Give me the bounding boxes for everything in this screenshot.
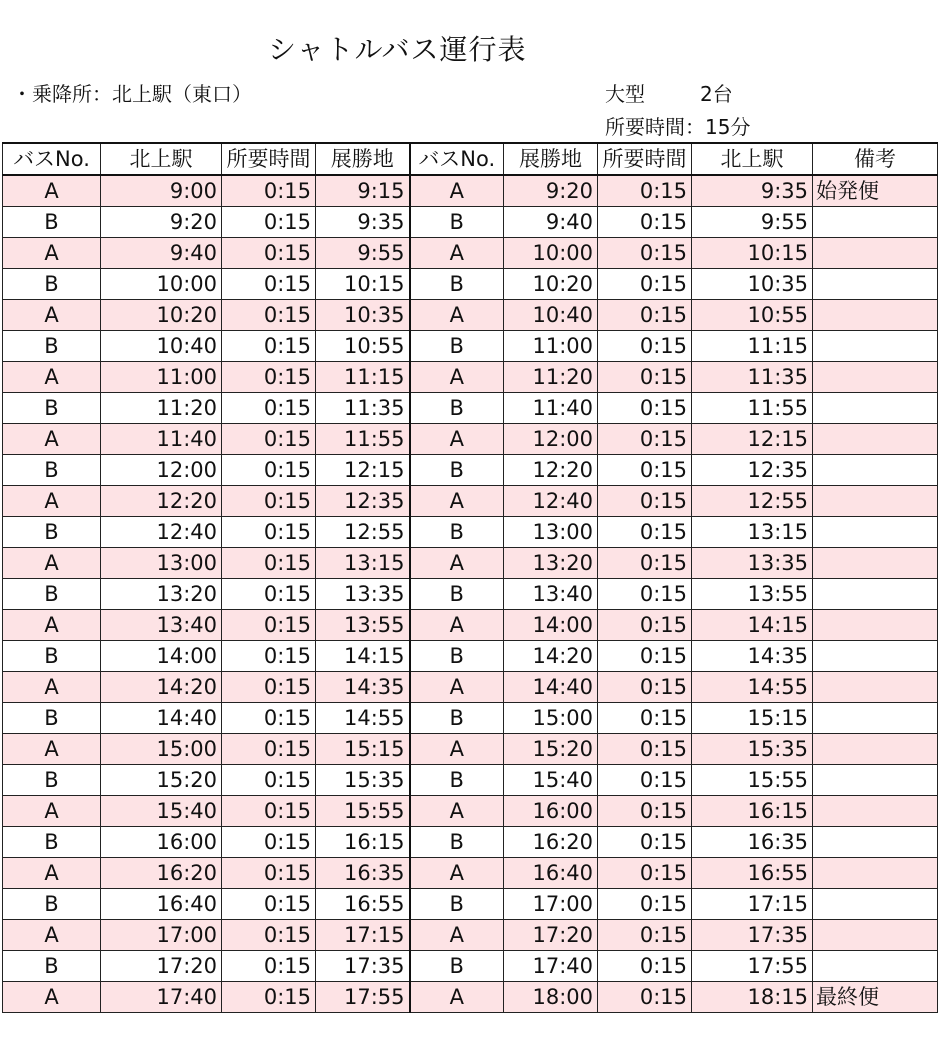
cell-note [813, 517, 938, 548]
cell-note [813, 393, 938, 424]
cell-duration-outbound: 0:15 [222, 207, 316, 238]
cell-tenshochi-arrive: 12:35 [316, 486, 410, 517]
cell-kitakami-depart: 9:40 [101, 238, 222, 269]
cell-duration-outbound: 0:15 [222, 517, 316, 548]
cell-bus-no-outbound: A [3, 734, 101, 765]
cell-bus-no-return: B [410, 703, 504, 734]
cell-kitakami-arrive: 12:15 [692, 424, 813, 455]
cell-duration-outbound: 0:15 [222, 424, 316, 455]
cell-bus-no-return: A [410, 796, 504, 827]
cell-tenshochi-arrive: 10:55 [316, 331, 410, 362]
cell-tenshochi-arrive: 10:35 [316, 300, 410, 331]
cell-tenshochi-depart: 13:00 [504, 517, 598, 548]
cell-duration-return: 0:15 [598, 579, 692, 610]
cell-tenshochi-depart: 9:20 [504, 175, 598, 207]
cell-kitakami-arrive: 14:55 [692, 672, 813, 703]
cell-kitakami-arrive: 14:15 [692, 610, 813, 641]
table-row [3, 393, 938, 424]
cell-tenshochi-depart: 12:20 [504, 455, 598, 486]
cell-duration-outbound: 0:15 [222, 827, 316, 858]
table-row [3, 300, 938, 331]
cell-duration-return: 0:15 [598, 827, 692, 858]
cell-tenshochi-arrive: 17:15 [316, 920, 410, 951]
cell-kitakami-depart: 14:20 [101, 672, 222, 703]
cell-tenshochi-depart: 12:40 [504, 486, 598, 517]
cell-kitakami-arrive: 17:55 [692, 951, 813, 982]
cell-tenshochi-arrive: 15:35 [316, 765, 410, 796]
cell-kitakami-arrive: 11:55 [692, 393, 813, 424]
cell-duration-outbound: 0:15 [222, 455, 316, 486]
cell-kitakami-arrive: 12:35 [692, 455, 813, 486]
cell-duration-outbound: 0:15 [222, 765, 316, 796]
header-duration-outbound: 所要時間 [222, 143, 316, 175]
cell-duration-return: 0:15 [598, 641, 692, 672]
cell-duration-return: 0:15 [598, 300, 692, 331]
cell-bus-no-return: B [410, 765, 504, 796]
cell-tenshochi-depart: 18:00 [504, 982, 598, 1013]
table-row [3, 362, 938, 393]
header-bus-no-return: バスNo. [410, 143, 504, 175]
cell-kitakami-arrive: 10:55 [692, 300, 813, 331]
cell-note [813, 424, 938, 455]
cell-tenshochi-depart: 13:40 [504, 579, 598, 610]
cell-tenshochi-depart: 14:00 [504, 610, 598, 641]
cell-kitakami-arrive: 15:55 [692, 765, 813, 796]
cell-tenshochi-depart: 14:20 [504, 641, 598, 672]
cell-tenshochi-arrive: 9:15 [316, 175, 410, 207]
table-row [3, 796, 938, 827]
cell-bus-no-return: A [410, 672, 504, 703]
cell-bus-no-return: B [410, 269, 504, 300]
cell-bus-no-outbound: B [3, 889, 101, 920]
cell-note [813, 548, 938, 579]
cell-tenshochi-arrive: 12:15 [316, 455, 410, 486]
table-row [3, 486, 938, 517]
cell-duration-outbound: 0:15 [222, 734, 316, 765]
cell-tenshochi-arrive: 17:55 [316, 982, 410, 1013]
cell-tenshochi-arrive: 9:35 [316, 207, 410, 238]
table-row [3, 641, 938, 672]
cell-kitakami-arrive: 12:55 [692, 486, 813, 517]
cell-duration-return: 0:15 [598, 889, 692, 920]
cell-kitakami-arrive: 13:15 [692, 517, 813, 548]
cell-duration-return: 0:15 [598, 175, 692, 207]
cell-bus-no-return: A [410, 920, 504, 951]
stop-info: ・乗降所：北上駅（東口） [12, 82, 252, 106]
cell-kitakami-arrive: 16:35 [692, 827, 813, 858]
cell-duration-return: 0:15 [598, 982, 692, 1013]
cell-tenshochi-depart: 15:20 [504, 734, 598, 765]
cell-bus-no-outbound: B [3, 641, 101, 672]
cell-kitakami-depart: 11:20 [101, 393, 222, 424]
cell-note [813, 858, 938, 889]
cell-duration-outbound: 0:15 [222, 889, 316, 920]
cell-duration-outbound: 0:15 [222, 269, 316, 300]
cell-duration-return: 0:15 [598, 858, 692, 889]
cell-duration-outbound: 0:15 [222, 796, 316, 827]
cell-tenshochi-arrive: 14:15 [316, 641, 410, 672]
cell-kitakami-depart: 11:40 [101, 424, 222, 455]
table-row [3, 455, 938, 486]
table-row [3, 548, 938, 579]
cell-note [813, 579, 938, 610]
cell-tenshochi-depart: 15:00 [504, 703, 598, 734]
cell-bus-no-outbound: B [3, 207, 101, 238]
table-row [3, 827, 938, 858]
cell-bus-no-return: A [410, 238, 504, 269]
cell-bus-no-outbound: A [3, 362, 101, 393]
header-kitakami-station-arrive: 北上駅 [692, 143, 813, 175]
table-row [3, 951, 938, 982]
cell-kitakami-depart: 17:20 [101, 951, 222, 982]
header-tenshochi-arrive: 展勝地 [316, 143, 410, 175]
cell-duration-return: 0:15 [598, 207, 692, 238]
cell-tenshochi-arrive: 16:15 [316, 827, 410, 858]
cell-bus-no-return: A [410, 610, 504, 641]
cell-tenshochi-depart: 17:00 [504, 889, 598, 920]
cell-duration-return: 0:15 [598, 269, 692, 300]
cell-note [813, 920, 938, 951]
cell-note [813, 765, 938, 796]
cell-kitakami-arrive: 16:15 [692, 796, 813, 827]
cell-bus-no-return: B [410, 207, 504, 238]
cell-bus-no-outbound: B [3, 827, 101, 858]
cell-tenshochi-depart: 16:00 [504, 796, 598, 827]
cell-bus-no-outbound: B [3, 455, 101, 486]
cell-kitakami-arrive: 17:15 [692, 889, 813, 920]
cell-bus-no-return: A [410, 424, 504, 455]
table-row [3, 858, 938, 889]
cell-duration-return: 0:15 [598, 455, 692, 486]
cell-tenshochi-arrive: 11:35 [316, 393, 410, 424]
cell-tenshochi-depart: 11:20 [504, 362, 598, 393]
cell-tenshochi-arrive: 13:15 [316, 548, 410, 579]
cell-tenshochi-arrive: 11:55 [316, 424, 410, 455]
table-row [3, 517, 938, 548]
cell-kitakami-depart: 10:00 [101, 269, 222, 300]
cell-bus-no-outbound: A [3, 424, 101, 455]
cell-bus-no-return: B [410, 455, 504, 486]
cell-duration-return: 0:15 [598, 672, 692, 703]
cell-bus-no-outbound: A [3, 548, 101, 579]
cell-kitakami-depart: 16:40 [101, 889, 222, 920]
cell-kitakami-arrive: 9:55 [692, 207, 813, 238]
cell-tenshochi-arrive: 16:55 [316, 889, 410, 920]
header-notes: 備考 [813, 143, 938, 175]
cell-duration-return: 0:15 [598, 362, 692, 393]
cell-tenshochi-arrive: 17:35 [316, 951, 410, 982]
cell-duration-outbound: 0:15 [222, 982, 316, 1013]
cell-kitakami-arrive: 17:35 [692, 920, 813, 951]
cell-kitakami-arrive: 9:35 [692, 175, 813, 207]
cell-note [813, 951, 938, 982]
cell-note [813, 331, 938, 362]
cell-tenshochi-arrive: 12:55 [316, 517, 410, 548]
cell-kitakami-depart: 9:00 [101, 175, 222, 207]
cell-kitakami-depart: 16:00 [101, 827, 222, 858]
cell-kitakami-arrive: 14:35 [692, 641, 813, 672]
header-tenshochi-depart: 展勝地 [504, 143, 598, 175]
cell-note [813, 455, 938, 486]
cell-tenshochi-arrive: 15:55 [316, 796, 410, 827]
cell-note [813, 672, 938, 703]
cell-bus-no-outbound: A [3, 486, 101, 517]
cell-tenshochi-depart: 10:20 [504, 269, 598, 300]
cell-duration-return: 0:15 [598, 703, 692, 734]
cell-kitakami-arrive: 13:55 [692, 579, 813, 610]
cell-tenshochi-arrive: 14:55 [316, 703, 410, 734]
cell-note [813, 207, 938, 238]
cell-duration-return: 0:15 [598, 920, 692, 951]
cell-kitakami-depart: 13:00 [101, 548, 222, 579]
cell-bus-no-outbound: B [3, 331, 101, 362]
cell-duration-outbound: 0:15 [222, 238, 316, 269]
table-row [3, 734, 938, 765]
cell-tenshochi-arrive: 15:15 [316, 734, 410, 765]
cell-bus-no-outbound: A [3, 300, 101, 331]
cell-bus-no-outbound: B [3, 269, 101, 300]
cell-kitakami-depart: 12:40 [101, 517, 222, 548]
cell-duration-return: 0:15 [598, 796, 692, 827]
travel-duration: 所要時間：15分 [605, 115, 751, 139]
cell-tenshochi-arrive: 16:35 [316, 858, 410, 889]
table-body [3, 175, 938, 1013]
cell-duration-return: 0:15 [598, 393, 692, 424]
cell-bus-no-return: A [410, 734, 504, 765]
cell-bus-no-return: B [410, 951, 504, 982]
cell-kitakami-arrive: 16:55 [692, 858, 813, 889]
cell-tenshochi-arrive: 13:35 [316, 579, 410, 610]
cell-duration-outbound: 0:15 [222, 362, 316, 393]
cell-tenshochi-arrive: 10:15 [316, 269, 410, 300]
cell-duration-return: 0:15 [598, 548, 692, 579]
cell-duration-return: 0:15 [598, 517, 692, 548]
table-row [3, 920, 938, 951]
cell-bus-no-outbound: A [3, 920, 101, 951]
cell-note: 最終便 [813, 982, 938, 1013]
cell-kitakami-depart: 14:00 [101, 641, 222, 672]
cell-note [813, 269, 938, 300]
cell-note [813, 238, 938, 269]
cell-bus-no-return: B [410, 393, 504, 424]
cell-note [813, 641, 938, 672]
bus-count: 2台 [700, 82, 733, 106]
cell-duration-return: 0:15 [598, 951, 692, 982]
cell-tenshochi-depart: 11:40 [504, 393, 598, 424]
table-row [3, 579, 938, 610]
cell-duration-outbound: 0:15 [222, 175, 316, 207]
cell-bus-no-return: B [410, 579, 504, 610]
cell-bus-no-return: A [410, 486, 504, 517]
cell-duration-outbound: 0:15 [222, 300, 316, 331]
cell-tenshochi-depart: 10:00 [504, 238, 598, 269]
table-row [3, 672, 938, 703]
table-header [3, 143, 938, 175]
cell-kitakami-arrive: 11:35 [692, 362, 813, 393]
cell-duration-return: 0:15 [598, 331, 692, 362]
cell-bus-no-return: A [410, 858, 504, 889]
table-row [3, 175, 938, 207]
page-title: シャトルバス運行表 [268, 33, 527, 66]
cell-duration-outbound: 0:15 [222, 486, 316, 517]
cell-tenshochi-depart: 17:20 [504, 920, 598, 951]
cell-tenshochi-arrive: 14:35 [316, 672, 410, 703]
header-row [3, 143, 938, 175]
cell-bus-no-outbound: B [3, 765, 101, 796]
header-kitakami-station-depart: 北上駅 [101, 143, 222, 175]
cell-note [813, 300, 938, 331]
cell-duration-return: 0:15 [598, 765, 692, 796]
cell-bus-no-return: B [410, 641, 504, 672]
cell-bus-no-outbound: B [3, 579, 101, 610]
cell-bus-no-return: B [410, 331, 504, 362]
cell-kitakami-depart: 10:40 [101, 331, 222, 362]
cell-note [813, 486, 938, 517]
cell-kitakami-depart: 15:00 [101, 734, 222, 765]
cell-tenshochi-depart: 9:40 [504, 207, 598, 238]
cell-kitakami-depart: 12:00 [101, 455, 222, 486]
cell-note [813, 734, 938, 765]
cell-bus-no-outbound: A [3, 672, 101, 703]
header-duration-return: 所要時間 [598, 143, 692, 175]
cell-note: 始発便 [813, 175, 938, 207]
cell-duration-outbound: 0:15 [222, 610, 316, 641]
cell-bus-no-outbound: A [3, 175, 101, 207]
cell-bus-no-return: B [410, 517, 504, 548]
cell-duration-return: 0:15 [598, 610, 692, 641]
cell-kitakami-depart: 11:00 [101, 362, 222, 393]
cell-tenshochi-depart: 13:20 [504, 548, 598, 579]
table-row [3, 207, 938, 238]
cell-tenshochi-depart: 10:40 [504, 300, 598, 331]
table-row [3, 424, 938, 455]
cell-bus-no-outbound: B [3, 703, 101, 734]
cell-duration-outbound: 0:15 [222, 703, 316, 734]
cell-duration-outbound: 0:15 [222, 858, 316, 889]
cell-bus-no-outbound: B [3, 951, 101, 982]
cell-bus-no-return: B [410, 827, 504, 858]
cell-duration-return: 0:15 [598, 238, 692, 269]
cell-tenshochi-depart: 16:40 [504, 858, 598, 889]
cell-bus-no-return: A [410, 982, 504, 1013]
cell-kitakami-arrive: 15:15 [692, 703, 813, 734]
cell-kitakami-depart: 12:20 [101, 486, 222, 517]
cell-bus-no-outbound: B [3, 517, 101, 548]
cell-bus-no-outbound: A [3, 982, 101, 1013]
cell-bus-no-outbound: A [3, 238, 101, 269]
cell-duration-return: 0:15 [598, 486, 692, 517]
cell-bus-no-return: A [410, 362, 504, 393]
cell-tenshochi-depart: 17:40 [504, 951, 598, 982]
cell-kitakami-depart: 15:40 [101, 796, 222, 827]
cell-duration-outbound: 0:15 [222, 672, 316, 703]
cell-duration-outbound: 0:15 [222, 920, 316, 951]
cell-kitakami-depart: 16:20 [101, 858, 222, 889]
cell-kitakami-arrive: 15:35 [692, 734, 813, 765]
cell-bus-no-return: B [410, 889, 504, 920]
table-row [3, 610, 938, 641]
cell-kitakami-depart: 15:20 [101, 765, 222, 796]
cell-tenshochi-depart: 12:00 [504, 424, 598, 455]
table-row [3, 703, 938, 734]
cell-duration-outbound: 0:15 [222, 579, 316, 610]
table-row [3, 889, 938, 920]
cell-kitakami-depart: 10:20 [101, 300, 222, 331]
table-row [3, 238, 938, 269]
cell-bus-no-outbound: B [3, 393, 101, 424]
cell-kitakami-arrive: 13:35 [692, 548, 813, 579]
cell-tenshochi-depart: 16:20 [504, 827, 598, 858]
cell-kitakami-arrive: 18:15 [692, 982, 813, 1013]
cell-duration-outbound: 0:15 [222, 331, 316, 362]
cell-kitakami-arrive: 11:15 [692, 331, 813, 362]
cell-bus-no-return: A [410, 548, 504, 579]
cell-kitakami-arrive: 10:35 [692, 269, 813, 300]
cell-duration-return: 0:15 [598, 734, 692, 765]
cell-kitakami-arrive: 10:15 [692, 238, 813, 269]
cell-kitakami-depart: 13:40 [101, 610, 222, 641]
shuttle-schedule-table [2, 142, 938, 1013]
header-bus-no-outbound: バスNo. [3, 143, 101, 175]
table-row [3, 331, 938, 362]
cell-duration-outbound: 0:15 [222, 951, 316, 982]
cell-bus-no-return: A [410, 300, 504, 331]
cell-kitakami-depart: 14:40 [101, 703, 222, 734]
bus-type: 大型 [605, 82, 645, 106]
cell-bus-no-return: A [410, 175, 504, 207]
cell-tenshochi-depart: 14:40 [504, 672, 598, 703]
cell-tenshochi-arrive: 11:15 [316, 362, 410, 393]
cell-duration-return: 0:15 [598, 424, 692, 455]
cell-bus-no-outbound: A [3, 858, 101, 889]
cell-note [813, 362, 938, 393]
table-row [3, 982, 938, 1013]
cell-note [813, 827, 938, 858]
cell-kitakami-depart: 9:20 [101, 207, 222, 238]
cell-kitakami-depart: 13:20 [101, 579, 222, 610]
cell-note [813, 889, 938, 920]
cell-tenshochi-depart: 15:40 [504, 765, 598, 796]
cell-duration-outbound: 0:15 [222, 641, 316, 672]
cell-duration-outbound: 0:15 [222, 548, 316, 579]
cell-note [813, 796, 938, 827]
cell-bus-no-outbound: A [3, 610, 101, 641]
cell-kitakami-depart: 17:40 [101, 982, 222, 1013]
cell-duration-outbound: 0:15 [222, 393, 316, 424]
cell-tenshochi-arrive: 13:55 [316, 610, 410, 641]
cell-note [813, 703, 938, 734]
cell-note [813, 610, 938, 641]
cell-tenshochi-depart: 11:00 [504, 331, 598, 362]
cell-kitakami-depart: 17:00 [101, 920, 222, 951]
table-row [3, 765, 938, 796]
cell-bus-no-outbound: A [3, 796, 101, 827]
table-row [3, 269, 938, 300]
cell-tenshochi-arrive: 9:55 [316, 238, 410, 269]
